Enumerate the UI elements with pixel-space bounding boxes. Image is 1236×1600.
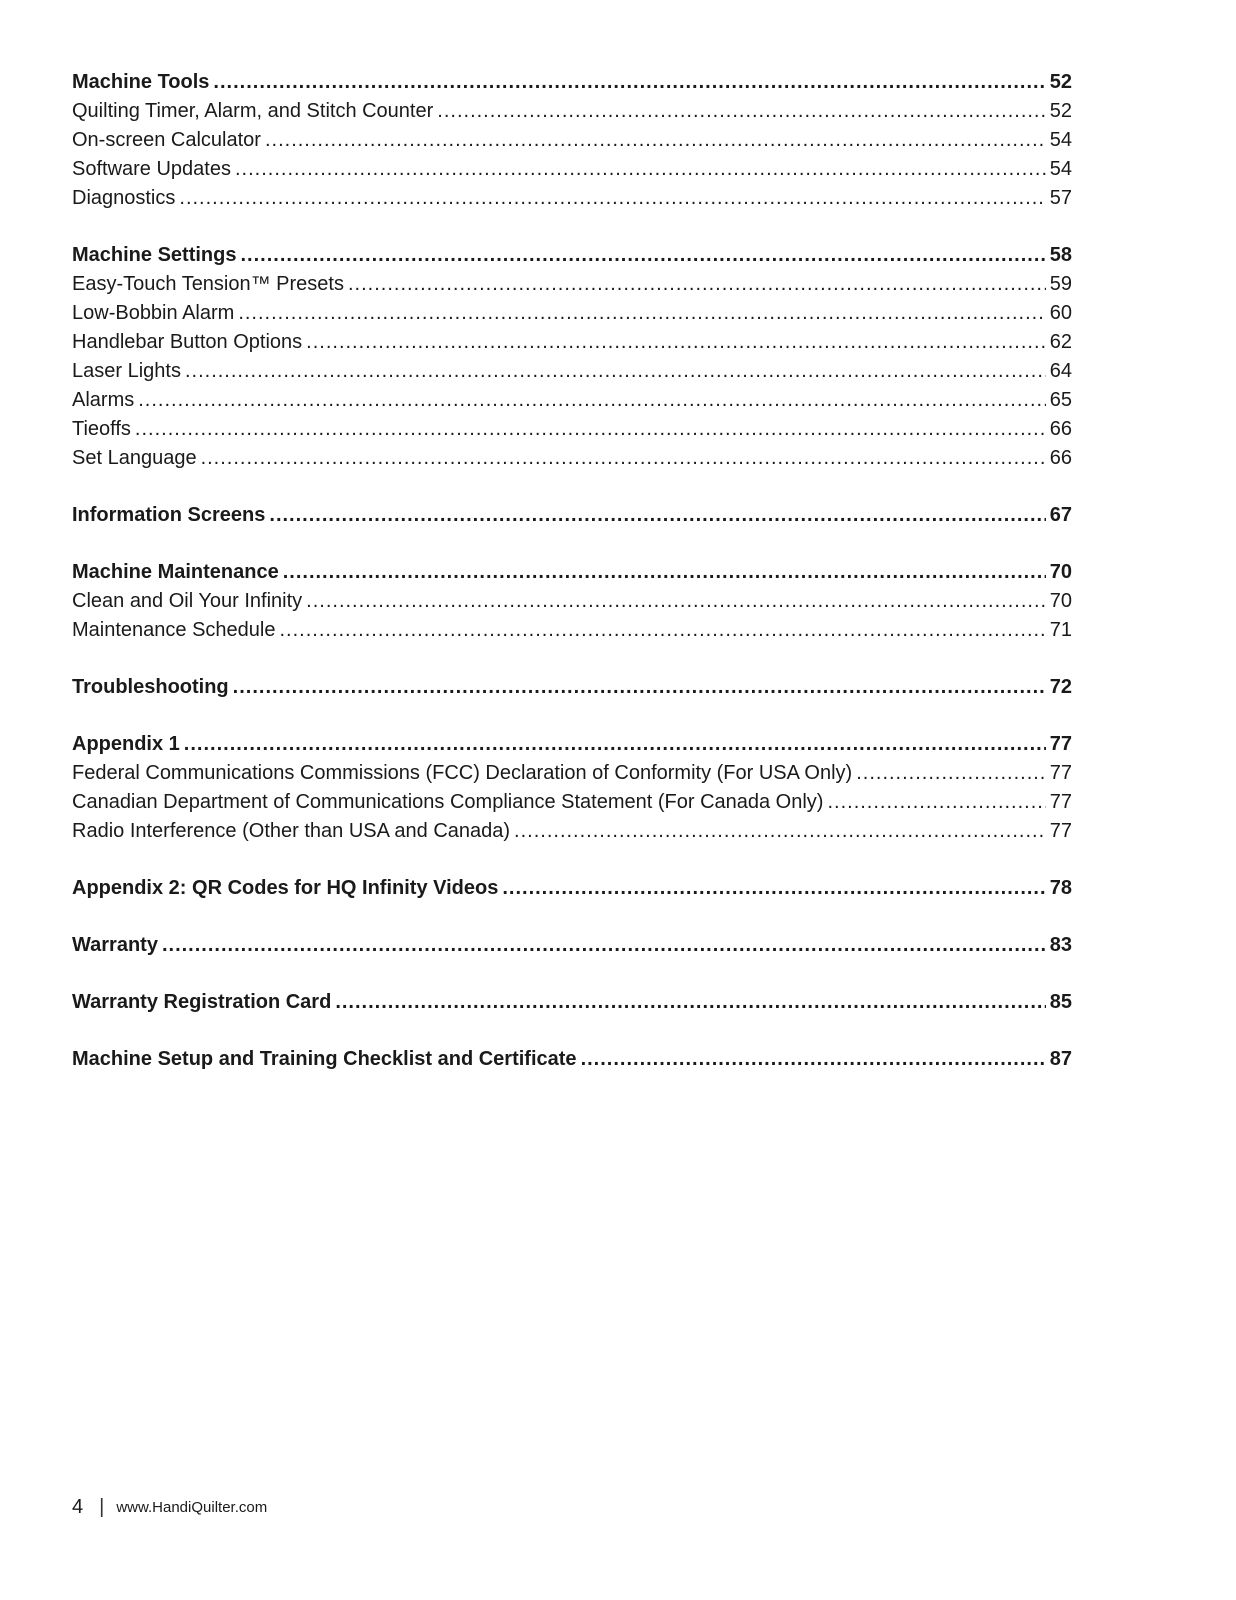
toc-entry[interactable] — [72, 931, 1072, 960]
dot-leader — [581, 1045, 1046, 1074]
toc-entry[interactable] — [72, 415, 1072, 444]
toc-entry[interactable] — [72, 1045, 1072, 1074]
toc-entry[interactable] — [72, 673, 1072, 702]
toc-entry-title: Appendix 2: QR Codes for HQ Infinity Videos — [72, 877, 499, 899]
toc-entry[interactable] — [72, 270, 1072, 299]
toc-entry-title: Canadian Department of Communications Compliance Statement (For Canada Only) — [72, 791, 824, 813]
toc-entry-page: 85 — [1049, 991, 1072, 1013]
dot-leader — [238, 299, 1045, 328]
toc-entry[interactable] — [72, 126, 1072, 155]
toc-entry[interactable] — [72, 444, 1072, 473]
dot-leader — [179, 184, 1045, 213]
toc-entry-page: 60 — [1049, 302, 1072, 324]
toc-entry-title: Quilting Timer, Alarm, and Stitch Counter — [72, 100, 434, 122]
toc-entry-page: 71 — [1049, 619, 1072, 641]
toc-entry[interactable] — [72, 386, 1072, 415]
dot-leader — [279, 616, 1045, 645]
dot-leader — [283, 558, 1046, 587]
toc-entry-title: Easy-Touch Tension™ Presets — [72, 273, 344, 295]
toc-entry-page: 70 — [1049, 561, 1072, 583]
dot-leader — [162, 931, 1046, 960]
dot-leader — [437, 97, 1045, 126]
dot-leader — [233, 673, 1046, 702]
toc-entry-page: 67 — [1049, 504, 1072, 526]
toc-entry[interactable] — [72, 155, 1072, 184]
toc-entry-title: Federal Communications Commissions (FCC) Declaration of Conformity (For USA Only) — [72, 762, 853, 784]
toc-entry[interactable] — [72, 587, 1072, 616]
dot-leader — [514, 817, 1046, 846]
dot-leader — [306, 587, 1046, 616]
toc-entry-title: Diagnostics — [72, 187, 176, 209]
dot-leader — [502, 874, 1045, 903]
dot-leader — [185, 357, 1046, 386]
dot-leader — [306, 328, 1046, 357]
toc-entry-page: 59 — [1049, 273, 1072, 295]
toc-entry[interactable] — [72, 241, 1072, 270]
toc-entry-page: 77 — [1049, 820, 1072, 842]
dot-leader — [335, 988, 1045, 1017]
dot-leader — [856, 759, 1046, 788]
toc-entry[interactable] — [72, 97, 1072, 126]
dot-leader — [135, 415, 1046, 444]
toc-entry-title: Troubleshooting — [72, 676, 229, 698]
toc-entry[interactable] — [72, 299, 1072, 328]
toc-entry-title: Warranty — [72, 934, 158, 956]
dot-leader — [265, 126, 1046, 155]
page-number: 4 — [72, 1496, 84, 1518]
toc-entry[interactable] — [72, 759, 1072, 788]
toc-entry-title: Machine Maintenance — [72, 561, 279, 583]
toc-entry-page: 58 — [1049, 244, 1072, 266]
toc-entry-page: 87 — [1049, 1048, 1072, 1070]
toc-entry-page: 66 — [1049, 418, 1072, 440]
toc-entry-title: Machine Setup and Training Checklist and Certificate — [72, 1048, 577, 1070]
toc-entry[interactable] — [72, 788, 1072, 817]
toc-entry-title: Maintenance Schedule — [72, 619, 276, 641]
toc-entry-page: 78 — [1049, 877, 1072, 899]
toc-entry[interactable] — [72, 874, 1072, 903]
table-of-contents — [72, 68, 1072, 1074]
toc-entry-title: On-screen Calculator — [72, 129, 261, 151]
toc-entry-title: Alarms — [72, 389, 135, 411]
dot-leader — [201, 444, 1046, 473]
toc-entry-title: Set Language — [72, 447, 197, 469]
dot-leader — [184, 730, 1046, 759]
toc-entry-title: Appendix 1 — [72, 733, 180, 755]
dot-leader — [269, 501, 1045, 530]
toc-entry[interactable] — [72, 817, 1072, 846]
toc-entry-page: 54 — [1049, 129, 1072, 151]
toc-entry-title: Information Screens — [72, 504, 266, 526]
toc-entry-title: Handlebar Button Options — [72, 331, 303, 353]
dot-leader — [348, 270, 1046, 299]
toc-entry-page: 70 — [1049, 590, 1072, 612]
dot-leader — [138, 386, 1046, 415]
toc-entry-title: Clean and Oil Your Infinity — [72, 590, 303, 612]
toc-entry-page: 83 — [1049, 934, 1072, 956]
toc-entry[interactable] — [72, 328, 1072, 357]
toc-entry[interactable] — [72, 616, 1072, 645]
toc-entry-title: Software Updates — [72, 158, 231, 180]
dot-leader — [213, 68, 1045, 97]
toc-entry-page: 66 — [1049, 447, 1072, 469]
toc-entry[interactable] — [72, 988, 1072, 1017]
toc-entry-page: 52 — [1049, 71, 1072, 93]
toc-entry-page: 72 — [1049, 676, 1072, 698]
toc-entry-title: Radio Interference (Other than USA and Canada) — [72, 820, 511, 842]
toc-entry-page: 64 — [1049, 360, 1072, 382]
dot-leader — [240, 241, 1045, 270]
toc-entry[interactable] — [72, 68, 1072, 97]
toc-entry[interactable] — [72, 501, 1072, 530]
toc-entry-page: 62 — [1049, 331, 1072, 353]
toc-entry-title: Laser Lights — [72, 360, 181, 382]
toc-entry-title: Machine Tools — [72, 71, 210, 93]
toc-entry-page: 77 — [1049, 762, 1072, 784]
footer-separator: | — [99, 1496, 105, 1518]
toc-entry-page: 52 — [1049, 100, 1072, 122]
toc-entry[interactable] — [72, 357, 1072, 386]
toc-entry-title: Tieoffs — [72, 418, 131, 440]
toc-entry[interactable] — [72, 730, 1072, 759]
page-footer — [72, 1496, 267, 1519]
toc-entry[interactable] — [72, 184, 1072, 213]
toc-entry-page: 65 — [1049, 389, 1072, 411]
toc-entry-page: 77 — [1049, 733, 1072, 755]
toc-entry-page: 54 — [1049, 158, 1072, 180]
toc-entry-title: Warranty Registration Card — [72, 991, 332, 1013]
website-link[interactable]: www.HandiQuilter.com — [116, 1499, 268, 1516]
toc-entry[interactable] — [72, 558, 1072, 587]
dot-leader — [235, 155, 1046, 184]
dot-leader — [827, 788, 1045, 817]
toc-entry-title: Machine Settings — [72, 244, 237, 266]
toc-entry-title: Low-Bobbin Alarm — [72, 302, 235, 324]
toc-entry-page: 57 — [1049, 187, 1072, 209]
toc-entry-page: 77 — [1049, 791, 1072, 813]
